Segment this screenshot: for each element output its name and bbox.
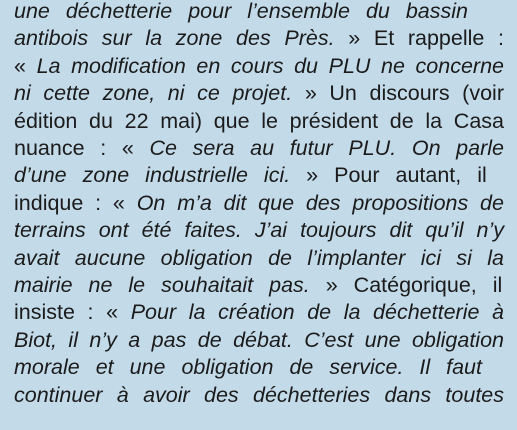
article-line <box>14 327 504 354</box>
article-line <box>14 135 504 162</box>
quote-text: une déchetterie pour l’ensemble du bassin <box>14 0 468 23</box>
quote-text: On m’a dit que des propositions de <box>136 190 504 215</box>
article-line <box>14 190 504 217</box>
article-line <box>14 299 504 326</box>
article-line <box>14 245 504 272</box>
body-text: » Catégorique, il <box>309 273 503 297</box>
body-text: édition du 22 mai) que le président de la Casa <box>14 108 504 133</box>
quote-text: avait aucune obligation de l’implanter ici si la <box>14 245 504 270</box>
quote-text: morale et une obligation de service. Il faut <box>14 355 482 380</box>
body-text: indique : « <box>14 190 137 215</box>
article-line <box>14 80 504 107</box>
article-line <box>14 53 504 80</box>
article-line <box>14 382 504 409</box>
body-text: » Et rappelle : <box>334 26 505 51</box>
article-line <box>14 354 482 381</box>
article-line <box>14 162 487 189</box>
quote-text: continuer à avoir des déchetteries dans toutes <box>14 382 504 407</box>
article-line <box>14 108 504 135</box>
quote-text: antibois sur la zone des Près. <box>14 26 335 51</box>
body-text: » Pour autant, il <box>290 163 487 188</box>
quote-text: Ce sera au futur PLU. On parle <box>149 136 504 160</box>
quote-text: mairie ne le souhaitait pas. <box>14 273 310 297</box>
body-text: » Un discours (voir <box>292 81 504 106</box>
article-line <box>14 272 502 299</box>
quote-text: Biot, il n’y a pas de débat. C’est une obligation <box>14 327 504 352</box>
quote-text: ni cette zone, ni ce projet. <box>14 81 293 106</box>
article-line <box>14 217 504 244</box>
article-line <box>14 25 504 52</box>
quote-text: terrains ont été faites. J’ai toujours dit qu’il n’y <box>14 218 504 243</box>
body-text: insiste : « <box>14 300 131 325</box>
article-line <box>14 0 468 25</box>
body-text: nuance : « <box>14 136 150 160</box>
quote-text: d’une zone industrielle ici. <box>14 163 291 188</box>
quote-text: Pour la création de la déchetterie à <box>130 300 505 325</box>
body-text: « <box>14 53 37 78</box>
quote-text: La modification en cours du PLU ne concerne <box>36 53 504 78</box>
